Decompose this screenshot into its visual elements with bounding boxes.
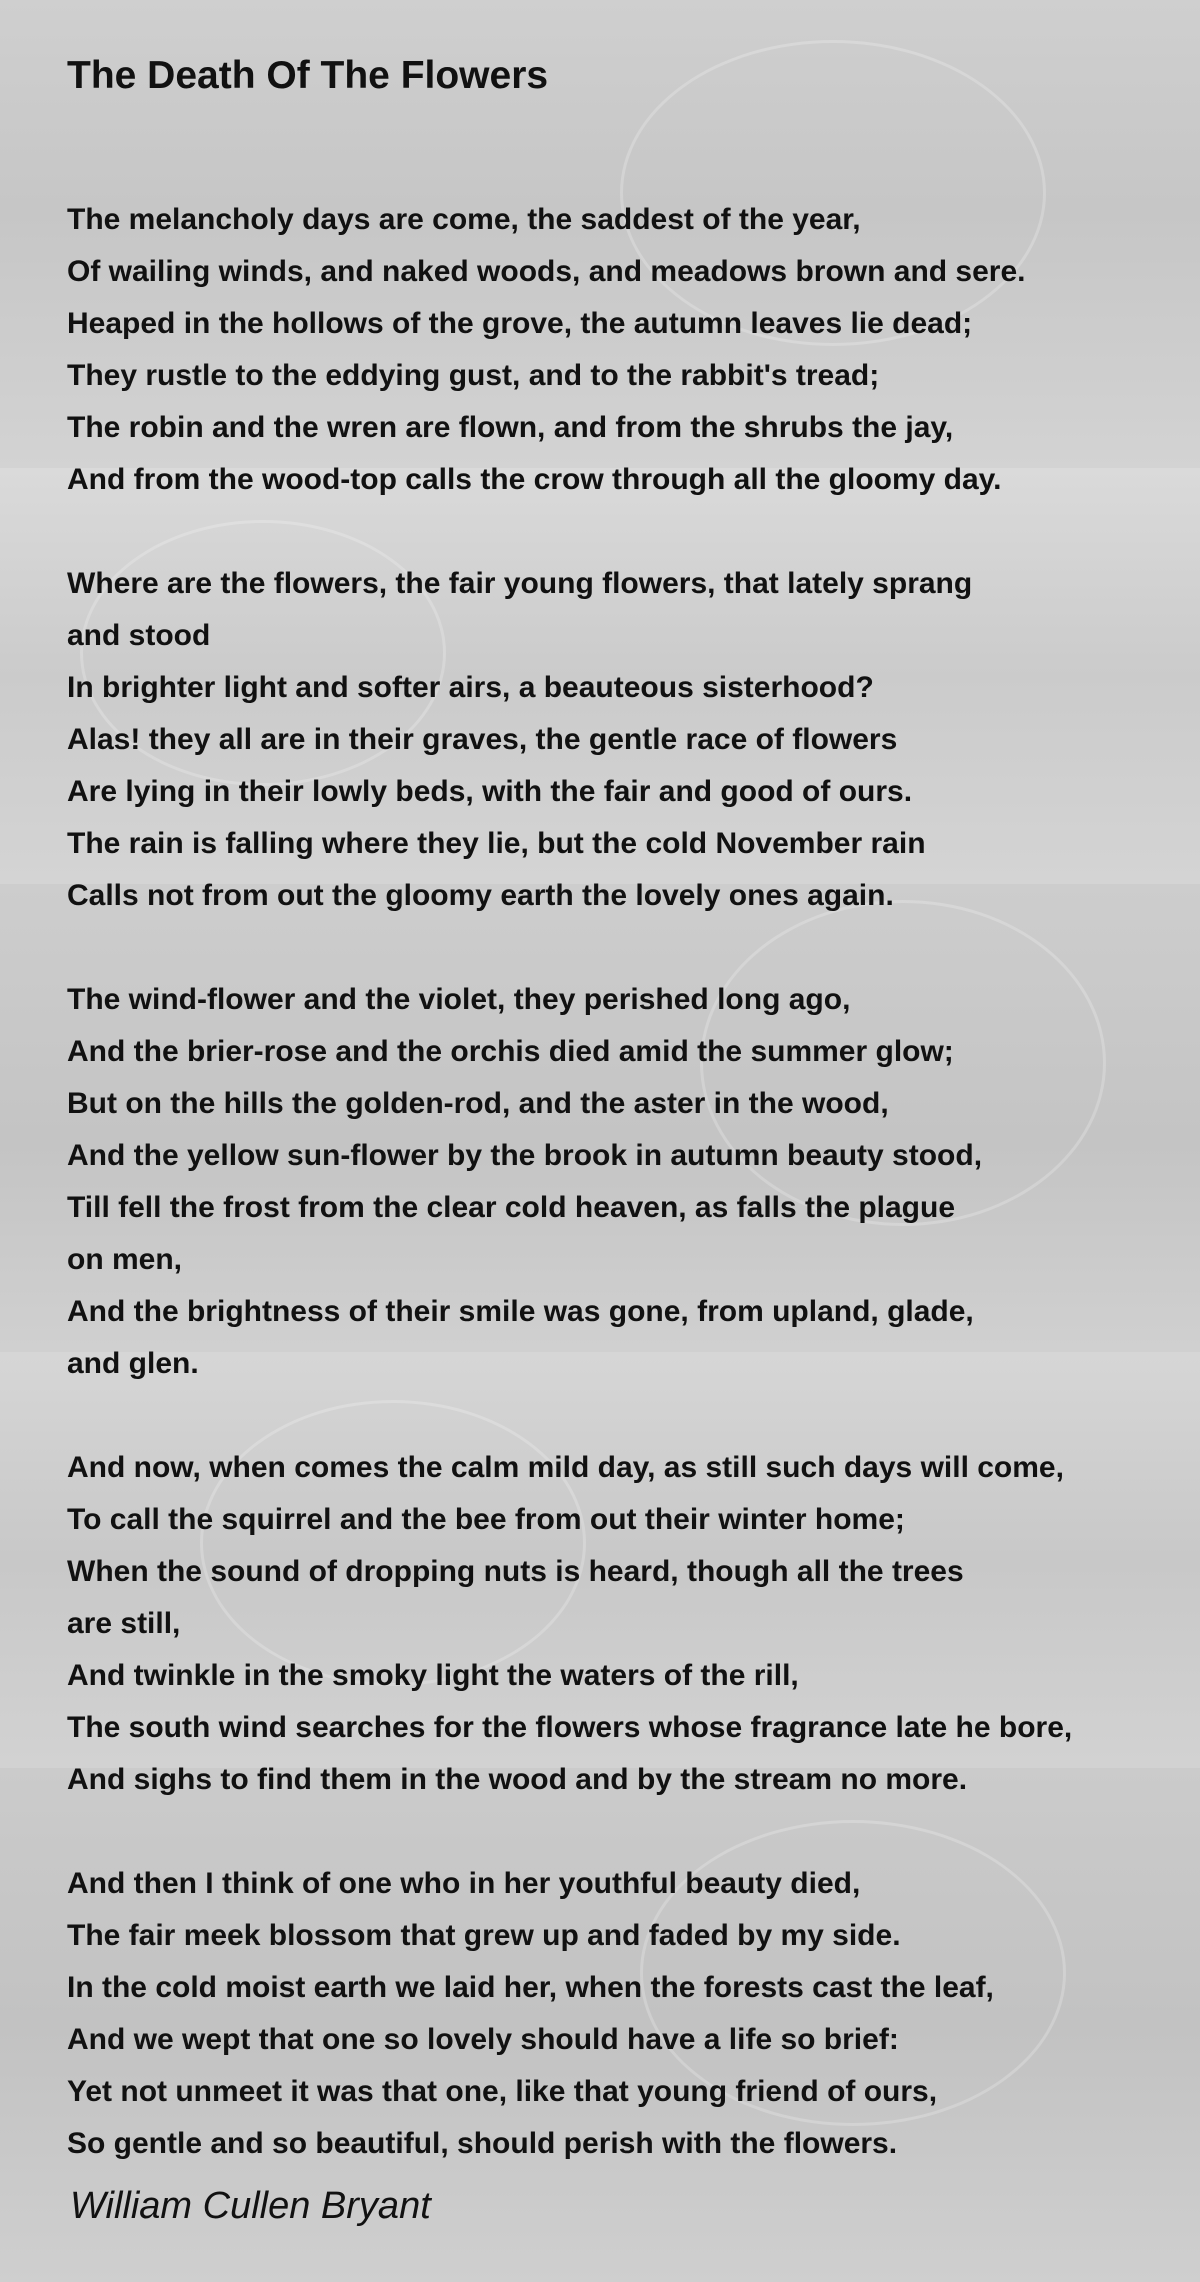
- poem-line: Are lying in their lowly beds, with the fair and good of ours.: [67, 775, 913, 808]
- poem-container: [67, 48, 1177, 2222]
- poem-line: And we wept that one so lovely should have a life so brief:: [67, 2023, 899, 2056]
- poem-line: In the cold moist earth we laid her, when the forests cast the leaf,: [67, 1971, 994, 2004]
- poem-line: The fair meek blossom that grew up and faded by my side.: [67, 1919, 901, 1952]
- poem-line: And the brightness of their smile was gone, from upland, glade,: [67, 1295, 974, 1328]
- poem-line: and glen.: [67, 1347, 199, 1380]
- poem-line: Calls not from out the gloomy earth the lovely ones again.: [67, 879, 894, 912]
- poem-line: The wind-flower and the violet, they perished long ago,: [67, 983, 851, 1016]
- poem-line: When the sound of dropping nuts is heard, though all the trees: [67, 1555, 964, 1588]
- stanza-5: [67, 1858, 1177, 2170]
- poem-line: So gentle and so beautiful, should perish with the flowers.: [67, 2127, 898, 2160]
- stanza-3: [67, 974, 1177, 1390]
- poem-title: The Death Of The Flowers: [67, 54, 549, 97]
- poem-line: on men,: [67, 1243, 183, 1276]
- poem-line: They rustle to the eddying gust, and to the rabbit's tread;: [67, 359, 880, 392]
- poem-line: And then I think of one who in her youthful beauty died,: [67, 1867, 861, 1900]
- stanza-2: [67, 558, 1177, 922]
- poem-line: Heaped in the hollows of the grove, the autumn leaves lie dead;: [67, 307, 973, 340]
- poem-line: and stood: [67, 619, 211, 652]
- poem-line: And now, when comes the calm mild day, as still such days will come,: [67, 1451, 1064, 1484]
- poem-author: William Cullen Bryant: [70, 2185, 431, 2227]
- poem-body: [67, 194, 1177, 2170]
- poem-line: Where are the flowers, the fair young flowers, that lately sprang: [67, 567, 973, 600]
- stanza-1: [67, 194, 1177, 506]
- poem-line: Yet not unmeet it was that one, like that young friend of ours,: [67, 2075, 938, 2108]
- poem-line: are still,: [67, 1607, 181, 1640]
- poem-line: And the brier-rose and the orchis died amid the summer glow;: [67, 1035, 954, 1068]
- poem-line: And from the wood-top calls the crow through all the gloomy day.: [67, 463, 1002, 496]
- poem-line: Till fell the frost from the clear cold heaven, as falls the plague: [67, 1191, 956, 1224]
- poem-line: To call the squirrel and the bee from out their winter home;: [67, 1503, 905, 1536]
- poem-line: The south wind searches for the flowers whose fragrance late he bore,: [67, 1711, 1073, 1744]
- poem-line: And sighs to find them in the wood and by the stream no more.: [67, 1763, 968, 1796]
- poem-line: In brighter light and softer airs, a beauteous sisterhood?: [67, 671, 874, 704]
- poem-line: Of wailing winds, and naked woods, and meadows brown and sere.: [67, 255, 1026, 288]
- poem-line: The robin and the wren are flown, and from the shrubs the jay,: [67, 411, 954, 444]
- poem-line: And twinkle in the smoky light the waters of the rill,: [67, 1659, 799, 1692]
- poem-line: But on the hills the golden-rod, and the aster in the wood,: [67, 1087, 889, 1120]
- poem-line: Alas! they all are in their graves, the gentle race of flowers: [67, 723, 898, 756]
- poem-line: The melancholy days are come, the saddest of the year,: [67, 203, 861, 236]
- poem-line: The rain is falling where they lie, but the cold November rain: [67, 827, 926, 860]
- poem-line: And the yellow sun-flower by the brook in autumn beauty stood,: [67, 1139, 983, 1172]
- stanza-4: [67, 1442, 1177, 1806]
